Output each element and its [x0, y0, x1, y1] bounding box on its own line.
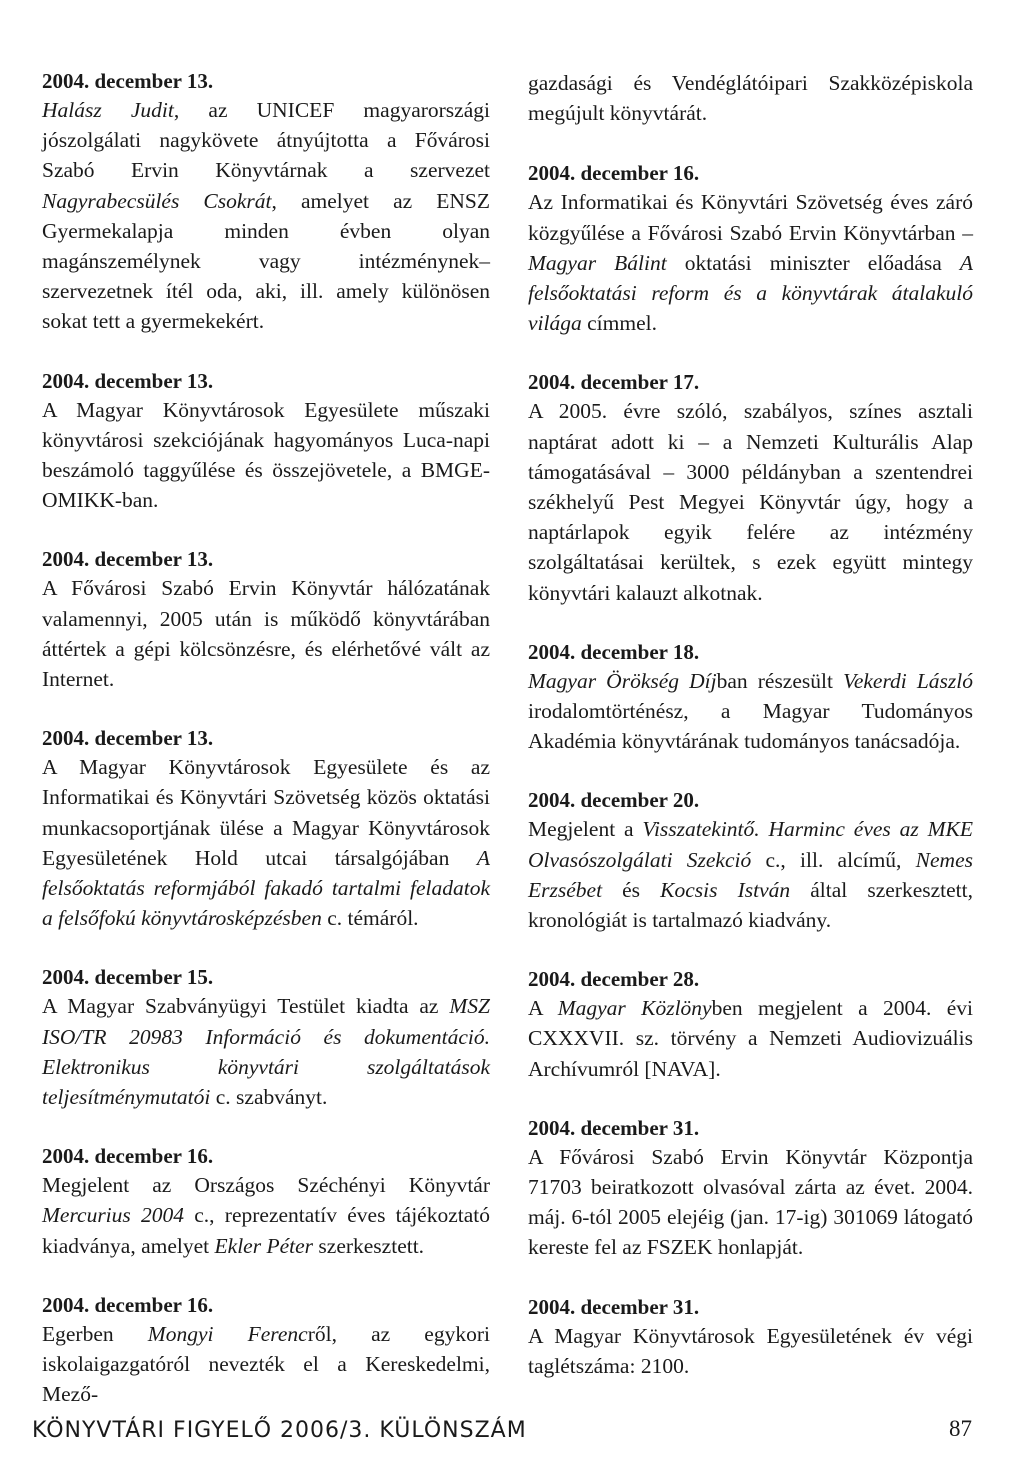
left-column [42, 68, 490, 1441]
italic-text: Magyar Bálint [528, 250, 667, 275]
chronology-entry [528, 639, 973, 757]
text-run: A Magyar Szabványügyi Testület kiadta az [42, 994, 450, 1019]
entry-date: 2004. december 13. [42, 547, 214, 572]
right-column [528, 68, 973, 1412]
text-run: A Fővárosi Szabó Ervin Könyvtár hálózatának valamennyi, 2005 után is működő könyvtárában áttértek a gépi kölcsönzésre, és elérhetővé vált az Internet. [42, 576, 490, 692]
entry-date: 2004. december 17. [528, 370, 700, 395]
chronology-entry [528, 966, 973, 1084]
text-run: és [602, 877, 661, 902]
entry-text [528, 396, 973, 607]
chronology-entry [42, 68, 490, 337]
entry-date: 2004. december 18. [528, 639, 700, 664]
chronology-entry [528, 369, 973, 607]
text-run: gazdasági és Vendéglátóipari Szakközépiskola megújult könyvtárát. [528, 71, 973, 126]
entry-text [528, 1321, 973, 1381]
entry-text [42, 95, 490, 337]
italic-text: Nagyrabecsülés Csokrát [42, 188, 272, 213]
chronology-entry [528, 160, 973, 338]
text-run: c. szabványt. [210, 1085, 328, 1110]
entry-date: 2004. december 31. [528, 1294, 700, 1319]
chronology-entry [528, 787, 973, 935]
entry-text [528, 68, 973, 128]
chronology-entry [42, 368, 490, 516]
italic-text: Ekler Péter [214, 1233, 314, 1258]
italic-text: Nemes Erzsébet [528, 847, 973, 902]
italic-text: Kocsis István [660, 877, 791, 902]
text-run: A [528, 996, 558, 1021]
entry-date: 2004. december 20. [528, 788, 700, 813]
entry-date: 2004. december 16. [528, 161, 700, 186]
entry-text [42, 1170, 490, 1261]
text-run: Megjelent az Országos Széchényi Könyvtár [42, 1173, 490, 1198]
entry-text [528, 1142, 973, 1263]
entry-text [42, 991, 490, 1112]
entry-date: 2004. december 28. [528, 967, 700, 992]
text-run: oktatási miniszter előadása [666, 250, 960, 275]
italic-text: Magyar Közlöny [557, 996, 712, 1021]
chronology-entry [42, 964, 490, 1112]
chronology-entry [42, 1292, 490, 1410]
italic-text: Visszatekintő. Harminc éves az MKE Olvasószolgálati Szekció [528, 817, 973, 872]
text-run: c., ill. alcímű, [751, 847, 916, 872]
chronology-entry [528, 68, 973, 128]
text-run: címmel. [581, 311, 657, 336]
text-run: által szerkesztett, kronológiát is tartalmazó kiadvány. [528, 877, 973, 933]
text-run: , amelyet az ENSZ Gyermekalapja minden évben olyan magánszemélynek vagy intézménynek–szervezetnek ítél oda, aki, ill. amely különösen sokat tett a gyermekekért. [42, 188, 490, 334]
text-run: A Fővárosi Szabó Ervin Könyvtár Központja 71703 beiratkozott olvasóval zárta az évet. 2004. máj. 6-tól 2005 elejéig (jan. 17-ig) 301069 látogató kereste fel az FSZEK honlapját. [528, 1144, 973, 1260]
italic-text: A felsőoktatás reformjából fakadó tartalmi feladatok a felsőfokú könyvtárosképzésben [42, 845, 490, 931]
text-run: , az UNICEF magyarországi jószolgálati nagykövete átnyújtotta a Fővárosi Szabó Ervin Könyvtárnak a szervezet [42, 98, 490, 183]
entry-date: 2004. december 16. [42, 1292, 214, 1317]
journal-footer: KÖNYVTÁRI FIGYELŐ 2006/3. KÜLÖNSZÁM [32, 1418, 527, 1443]
entry-text [528, 993, 973, 1084]
text-run: szerkesztett. [313, 1233, 425, 1258]
text-run: A Magyar Könyvtárosok Egyesületének év végi taglétszáma: 2100. [528, 1323, 973, 1378]
entry-text [42, 573, 490, 694]
italic-text: Vekerdi László [843, 668, 973, 693]
text-run: ről, az egykori iskolaigazgatóról nevezték el a Kereskedelmi, Mező- [42, 1321, 490, 1407]
entry-date: 2004. december 31. [528, 1115, 700, 1140]
chronology-entry [528, 1115, 973, 1263]
text-run: ben megjelent a 2004. évi CXXXVII. sz. törvény a Nemzeti Audiovizuális Archívumról [NAVA]. [528, 996, 974, 1081]
chronology-entry [42, 546, 490, 694]
text-run: Egerben [42, 1321, 148, 1346]
entry-text [528, 814, 973, 935]
entry-text [42, 1319, 490, 1410]
italic-text: Mongyi Ferenc [147, 1321, 308, 1346]
italic-text: Halász Judit [42, 98, 174, 122]
text-run: A 2005. évre szóló, szabályos, színes asztali naptárat adott ki – a Nemzeti Kulturális Alap támogatásával – 3000 példányban a szentendrei székhelyű Pest Megyei Könyvtár úgy, hogy a naptárlapok egyik felére az intézmény szolgáltatásai kerültek, s ezek együtt mintegy könyvtári kalauzt alkotnak. [528, 399, 973, 605]
entry-text [42, 395, 490, 516]
entry-date: 2004. december 13. [42, 368, 214, 393]
chronology-entry [42, 1143, 490, 1261]
entry-text [528, 666, 973, 757]
italic-text: MSZ ISO/TR 20983 Információ és dokumentáció. Elektronikus könyvtári szolgáltatások teljesítménymutatói [42, 994, 490, 1110]
italic-text: Magyar Örökség Díj [528, 668, 717, 693]
text-run: A Magyar Könyvtárosok Egyesülete és az Informatikai és Könyvtári Szövetség közös oktatási munkacsoportjának ülése a Magyar Könyvtárosok Egyesületének Hold utcai társalgójában [42, 755, 490, 870]
chronology-entry [528, 1294, 973, 1381]
text-run: Megjelent a [528, 817, 643, 842]
text-run: ban részesült [716, 668, 844, 693]
entry-date: 2004. december 16. [42, 1144, 214, 1169]
entry-date: 2004. december 13. [42, 726, 214, 751]
italic-text: Mercurius 2004 [42, 1203, 185, 1228]
text-run: Az Informatikai és Könyvtári Szövetség éves záró közgyűlése a Fővárosi Szabó Ervin Könyvtárban – [528, 190, 973, 245]
text-run: c. témáról. [321, 906, 419, 931]
chronology-entry [42, 725, 490, 933]
text-run: irodalomtörténész, a Magyar Tudományos Akadémia könyvtárának tudományos tanácsadója. [528, 699, 973, 754]
text-run: A Magyar Könyvtárosok Egyesülete műszaki könyvtárosi szekciójának hagyományos Luca-napi beszámoló taggyűlése és összejövetele, a BMGE-OMIKK-ban. [42, 397, 490, 513]
entry-date: 2004. december 13. [42, 69, 214, 93]
entry-text [528, 187, 973, 338]
text-run: c., reprezentatív éves tájékoztató kiadványa, amelyet [42, 1203, 490, 1258]
italic-text: A felsőoktatási reform és a könyvtárak átalakuló világa [528, 250, 974, 336]
entry-date: 2004. december 15. [42, 965, 214, 990]
page-number: 87 [949, 1416, 972, 1441]
entry-text [42, 752, 490, 933]
